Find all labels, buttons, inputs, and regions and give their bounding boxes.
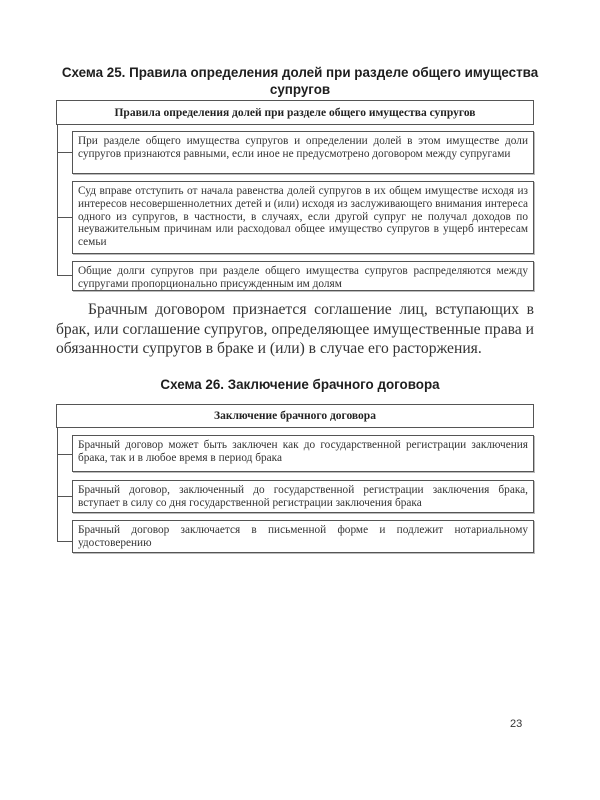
connector-branch (57, 541, 72, 542)
scheme-25-item-3: Общие долги супругов при разделе общего имущества супругов распределяются между супругами пропорционально присужденным им долям (72, 261, 534, 291)
connector-branch (57, 217, 72, 218)
scheme-26-diagram (56, 404, 536, 559)
connector-branch (57, 496, 72, 497)
scheme-26-item-2: Брачный договор, заключенный до государственной регистрации заключения брака, вступает в силу со дня государственной регистрации заключения брака (72, 480, 534, 513)
connector-branch (57, 152, 72, 153)
connector-branch (57, 275, 72, 276)
scheme-25-item-1: При разделе общего имущества супругов и определении долей в этом имуществе доли супругов признаются равными, если иное не предусмотрено договором между супругами (72, 131, 534, 174)
scheme-26-item-1: Брачный договор может быть заключен как до государственной регистрации заключения брака, так и в любое время в период брака (72, 435, 534, 472)
scheme-25-diagram (56, 100, 536, 300)
scheme-25-title: Схема 25. Правила определения долей при разделе общего имущества супругов (61, 65, 539, 97)
connector-line (57, 124, 58, 276)
scheme-25-item-2: Суд вправе отступить от начала равенства долей супругов в их общем имуществе исходя из интересов несовершеннолетних детей и (или) исходя из заслуживающего внимания интереса одного из супругов, в частности, в случаях, если другой супруг не получал доходов по неуважительным причинам или расходовал общее имущество супругов в ущерб интересам семьи (72, 181, 534, 254)
connector-branch (57, 454, 72, 455)
scheme-26-header: Заключение брачного договора (56, 404, 534, 428)
page-number: 23 (510, 718, 523, 730)
body-paragraph (56, 300, 534, 359)
scheme-26-item-3: Брачный договор заключается в письменной форме и подлежит нотариальному удостоверению (72, 520, 534, 553)
scheme-25-header: Правила определения долей при разделе общего имущества супругов (56, 100, 534, 125)
connector-line (57, 427, 58, 541)
scheme-26-title: Схема 26. Заключение брачного договора (160, 377, 440, 392)
body-paragraph-text: Брачным договором признается соглашение лиц, вступающих в брак, или соглашение супругов, определяющее имущественные права и обязанности супругов в браке и (или) в случае его расторжения. (56, 301, 534, 357)
